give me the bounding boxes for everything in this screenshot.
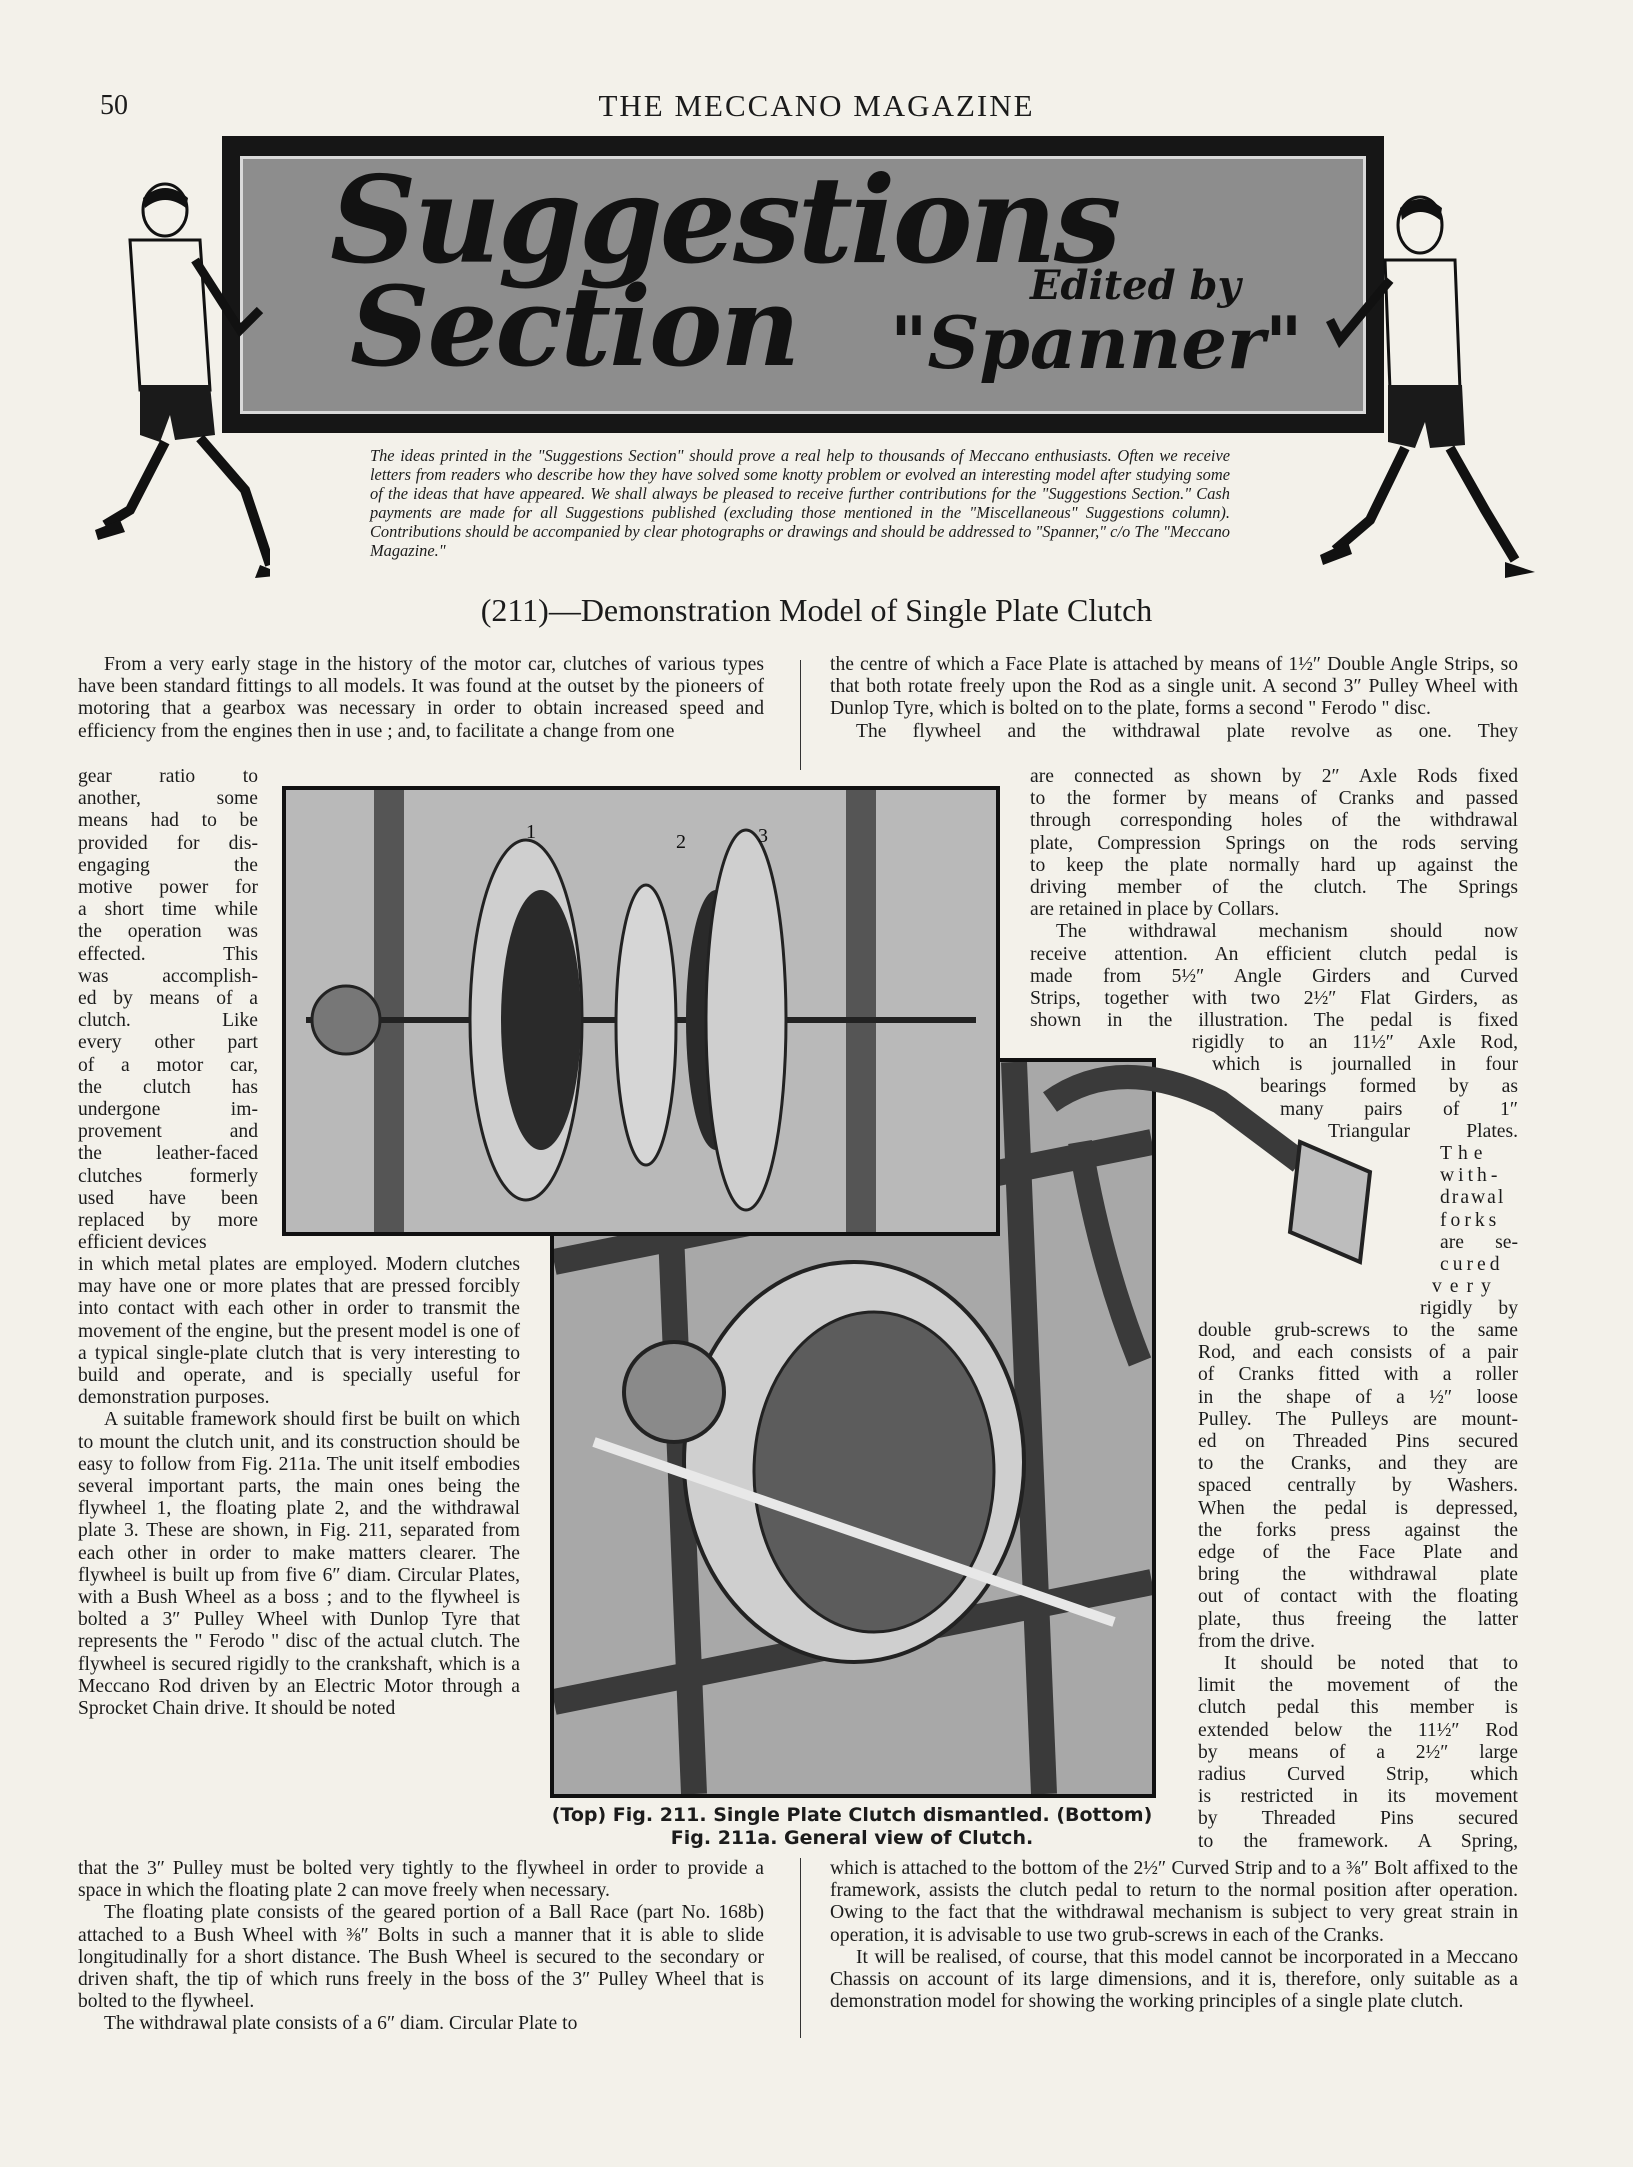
wrap-line: motive power for — [78, 877, 258, 899]
wrap-line: effected. This — [78, 943, 258, 965]
text-line: extended below the 11½″ Rod — [1198, 1719, 1518, 1741]
left-carrier-illustration — [70, 180, 270, 580]
banner-editor-name: "Spanner" — [890, 300, 1303, 385]
text-line: plate, Compression Springs on the rods serving — [1030, 832, 1518, 854]
wrap-line: gear ratio to — [78, 766, 258, 787]
text-line: edge of the Face Plate and — [1198, 1542, 1518, 1564]
clutch-dismantled-illustration — [286, 790, 996, 1232]
magazine-title: THE MECCANO MAGAZINE — [598, 88, 1035, 123]
text-line: It should be noted that to — [1224, 1653, 1518, 1675]
text-line: limit the movement of the — [1198, 1675, 1518, 1697]
wrap-line: undergone im- — [78, 1099, 258, 1121]
wrap-line: rigidly to an 11½″ Axle Rod, — [1192, 1032, 1518, 1053]
text-line: by means of a 2½″ large — [1198, 1741, 1518, 1763]
text-line: When the pedal is depressed, — [1198, 1497, 1518, 1519]
wrap-line: very — [1432, 1276, 1499, 1298]
paragraph: The withdrawal plate consists of a 6″ diam. Circular Plate to — [104, 2013, 578, 2035]
wrap-line: the operation was — [78, 921, 258, 943]
banner-edited-by: Edited by — [1030, 262, 1241, 309]
text-line: is restricted in its movement — [1198, 1786, 1518, 1808]
left-col-wrap — [78, 766, 258, 1254]
wrap-line: with- — [1440, 1165, 1502, 1187]
text-line: of Cranks fitted with a roller — [1198, 1364, 1518, 1386]
wrap-line: The — [1440, 1143, 1489, 1165]
wrap-line: Triangular Plates. — [1328, 1120, 1518, 1142]
text-line: driving member of the clutch. The Springs — [1030, 877, 1518, 899]
paragraph: in which metal plates are employed. Modern clutches may have one or more plates that are pressed forcibly into contact with each other in order to transmit the movement of the engine, but the present model is one of a typical single-plate clutch that is very interesting to build and operate, and is specially useful for demonstration purposes. — [78, 1254, 520, 1409]
text-line: to the Cranks, and they are — [1198, 1453, 1518, 1475]
text-line: to keep the plate normally hard up against the — [1030, 854, 1518, 876]
paragraph: which is attached to the bottom of the 2½″ Curved Strip and to a ⅜″ Bolt affixed to the framework, assists the clutch pedal to return to the normal position after operation. Owing to the fact that the withdrawal mechanism is subject to very great strain in operation, it is advisable to use two grub-screws in each of the Cranks. — [830, 1858, 1518, 1946]
wrap-line: was accomplish- — [78, 965, 258, 987]
text-line: from the drive. — [1198, 1630, 1315, 1652]
wrap-line: clutch. Like — [78, 1010, 258, 1032]
wrap-line: cured — [1440, 1254, 1504, 1276]
wrap-line: a short time while — [78, 899, 258, 921]
text-line: bring the withdrawal plate — [1198, 1564, 1518, 1586]
right-carrier-illustration — [1290, 190, 1540, 590]
paragraph: The flywheel and the withdrawal plate revolve as one. They — [856, 720, 1518, 742]
figure-label-3: 3 — [758, 825, 768, 847]
paragraph: The floating plate consists of the geared portion of a Ball Race (part No. 168b) attached to a Bush Wheel with ⅜″ Bolts in such a manner that it is able to slide longitudinally for a short distance. The Bush Wheel is secured to the secondary or driven shaft, the tip of which runs freely in the boss of the 3″ Pulley Wheel that is bolted to the flywheel. — [78, 1902, 764, 2013]
text-line: The withdrawal mechanism should now — [1056, 921, 1518, 943]
caption-line-1: (Top) Fig. 211. Single Plate Clutch dismantled. (Bottom) — [551, 1804, 1153, 1826]
wrap-line: engaging the — [78, 854, 258, 876]
text-line: by Threaded Pins secured — [1198, 1808, 1518, 1830]
text-line: the forks press against the — [1198, 1519, 1518, 1541]
text-line: out of contact with the floating — [1198, 1586, 1518, 1608]
text-line: through corresponding holes of the withdrawal — [1030, 810, 1518, 832]
right-col-beside-photo — [1030, 766, 1518, 1032]
text-line: plate, thus freeing the latter — [1198, 1608, 1518, 1630]
wrap-line: bearings formed by as — [1260, 1076, 1518, 1098]
text-line: are retained in place by Collars. — [1030, 899, 1280, 921]
wrap-line: rigidly by — [1420, 1298, 1518, 1320]
wrap-line: replaced by more — [78, 1210, 258, 1232]
text-line: to the former by means of Cranks and passed — [1030, 788, 1518, 810]
page-number: 50 — [100, 90, 128, 121]
wrap-line: provided for dis- — [78, 832, 258, 854]
figure-label-2: 2 — [676, 831, 686, 853]
wrap-line: ed by means of a — [78, 988, 258, 1010]
text-line: made from 5½″ Angle Girders and Curved — [1030, 965, 1518, 987]
text-line: spaced centrally by Washers. — [1198, 1475, 1518, 1497]
figure-label-1: 1 — [526, 821, 536, 843]
column-rule-bottom — [800, 1858, 801, 2038]
right-col-lower — [1198, 1320, 1518, 1853]
text-line: in the shape of a ½″ loose — [1198, 1386, 1518, 1408]
text-line: shown in the illustration. The pedal is fixed — [1030, 1010, 1518, 1032]
text-line: receive attention. An efficient clutch pedal is — [1030, 943, 1518, 965]
text-line: clutch pedal this member is — [1198, 1697, 1518, 1719]
text-line: are connected as shown by 2″ Axle Rods fixed — [1030, 766, 1518, 787]
paragraph: the centre of which a Face Plate is attached by means of 1½″ Double Angle Strips, so that both rotate freely upon the Rod as a single unit. A second 3″ Pulley Wheel with Dunlop Tyre, which is bolted on to the plate, forms a second " Ferodo " disc. — [830, 654, 1518, 720]
text-line: to the framework. A Spring, — [1198, 1830, 1518, 1852]
wrap-line: efficient devices — [78, 1232, 207, 1254]
wrap-line: means had to be — [78, 810, 258, 832]
wrap-line: forks — [1440, 1209, 1501, 1231]
text-line: double grub-screws to the same — [1198, 1320, 1518, 1341]
left-col-middle — [78, 1254, 520, 1720]
wrap-line: every other part — [78, 1032, 258, 1054]
wrap-line: which is journalled in four — [1212, 1054, 1518, 1076]
wrap-line: the clutch has — [78, 1076, 258, 1098]
wrap-line: of a motor car, — [78, 1054, 258, 1076]
wrap-line: used have been — [78, 1187, 258, 1209]
left-col-top — [78, 654, 764, 743]
wrap-line: the leather-faced — [78, 1143, 258, 1165]
right-col-top — [830, 654, 1518, 743]
left-col-bottom — [78, 1858, 764, 2036]
text-line: Pulley. The Pulleys are mount- — [1198, 1408, 1518, 1430]
wrap-line: are se- — [1440, 1231, 1518, 1253]
banner-word-section: Section — [350, 262, 799, 391]
figure-caption — [540, 1804, 1164, 1850]
wrap-line: provement and — [78, 1121, 258, 1143]
paragraph: It will be realised, of course, that this model cannot be incorporated in a Meccano Chassis on account of its large dimensions, and it is, therefore, only suitable as a demonstration model for showing the working principles of a single plate clutch. — [830, 1946, 1518, 2013]
wrap-line: many pairs of 1″ — [1280, 1098, 1518, 1120]
wrap-line: another, some — [78, 788, 258, 810]
paragraph: that the 3″ Pulley must be bolted very tightly to the flywheel in order to provide a space in which the floating plate 2 can move freely when necessary. — [78, 1858, 764, 1902]
figure-211-photo — [282, 786, 1000, 1236]
article-headline: (211)—Demonstration Model of Single Plate Clutch — [480, 592, 1153, 628]
paragraph: A suitable framework should first be built on which to mount the clutch unit, and its construction should be easy to follow from Fig. 211a. The unit itself embodies several important parts, the main ones being the flywheel 1, the floating plate 2, and the withdrawal plate 3. These are shown, in Fig. 211, separated from each other in order to make matters clearer. The flywheel is built up from five 6″ diam. Circular Plates, with a Bush Wheel as a boss ; and to the flywheel is bolted a 3″ Pulley Wheel with Dunlop Tyre that represents the " Ferodo " disc of the actual clutch. The flywheel is secured rigidly to the crankshaft, which is a Meccano Rod driven by an Electric Motor through a Sprocket Chain drive. It should be noted — [78, 1409, 520, 1720]
text-line: radius Curved Strip, which — [1198, 1764, 1518, 1786]
caption-line-2: Fig. 211a. General view of Clutch. — [670, 1827, 1034, 1849]
clutch-pedal-illustration — [1040, 1062, 1420, 1382]
column-rule-top — [800, 660, 801, 770]
text-line: ed on Threaded Pins secured — [1198, 1431, 1518, 1453]
wrap-line: clutches formerly — [78, 1165, 258, 1187]
section-intro: The ideas printed in the "Suggestions Section" should prove a real help to thousands of Meccano enthusiasts. Often we receive letters from readers who describe how they have solved some knotty problem or evolved an interesting model after studying some of the ideas that have appeared. We shall always be pleased to receive further contributions for the "Suggestions Section." Cash payments are made for all Suggestions published (excluding those mentioned in the "Miscellaneous" Suggestions column). Contributions should be accompanied by clear photographs or drawings and should be addressed to "Spanner," c/o The "Meccano Magazine." — [370, 446, 1230, 560]
text-line: Rod, and each consists of a pair — [1198, 1342, 1518, 1364]
text-line: Strips, together with two 2½″ Flat Girders, as — [1030, 988, 1518, 1010]
banner-word-suggestions: Suggestions — [330, 150, 1119, 291]
paragraph: From a very early stage in the history of the motor car, clutches of various types have been standard fittings to all models. It was found at the outset by the pioneers of motoring that a gearbox was necessary in order to obtain increased speed and efficiency from the engines then in use ; and, to facilitate a change from one — [78, 654, 764, 742]
right-col-bottom — [830, 1858, 1518, 2013]
wrap-line: drawal — [1440, 1187, 1506, 1209]
